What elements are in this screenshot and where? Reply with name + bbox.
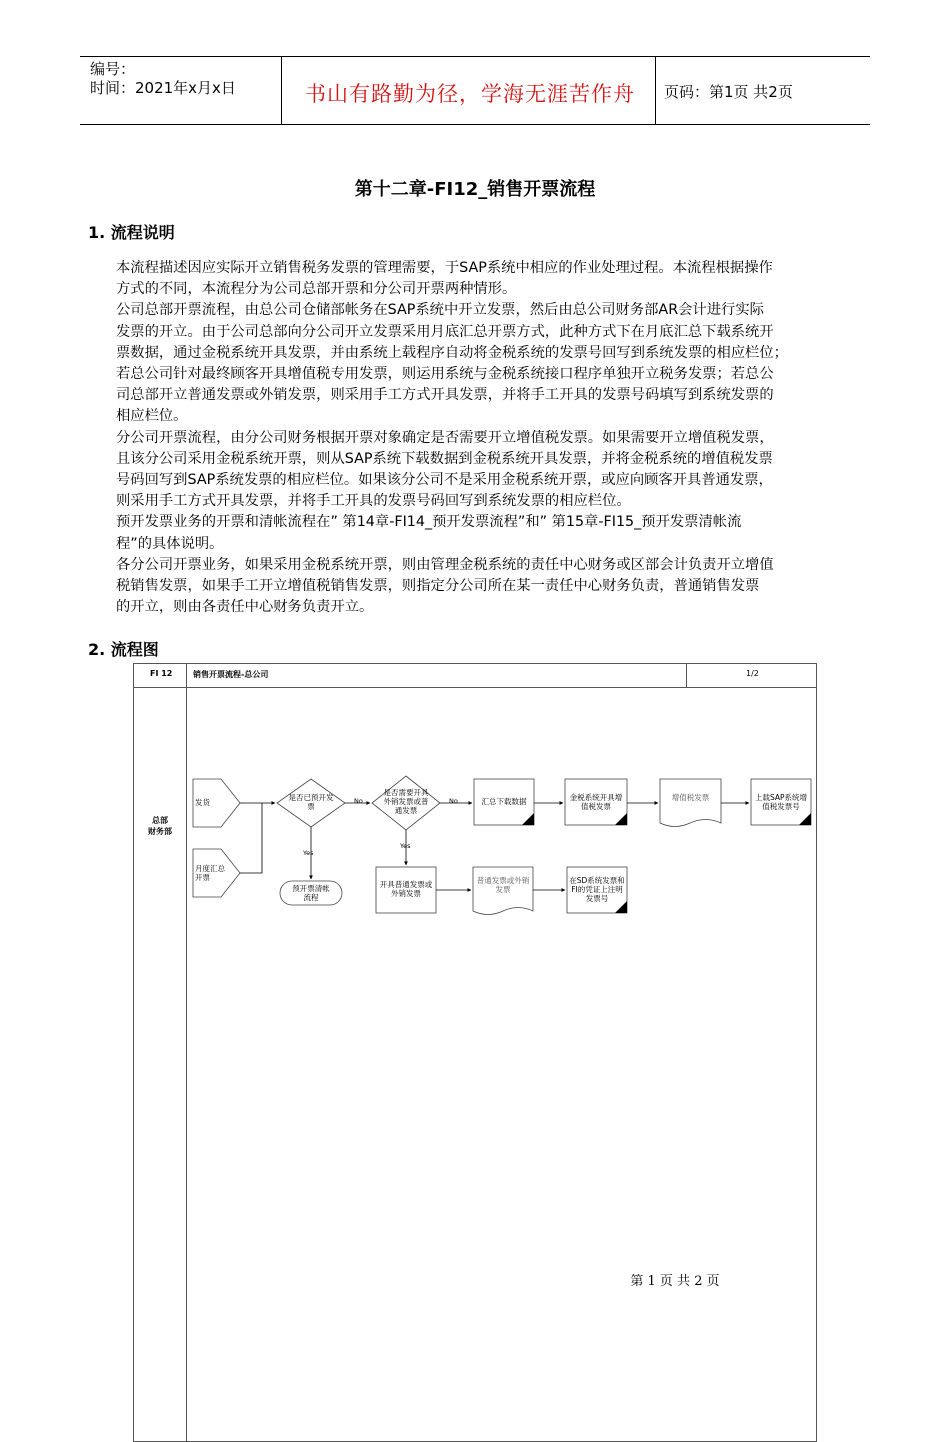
paragraph-line: 分公司开票流程，由分公司财务根据开票对象确定是否需要开立增值税发票。如果需要开立增值税发票， (116, 429, 774, 446)
section-heading-flowchart: 2. 流程图 (88, 640, 159, 659)
time-label: 时间：2021年x月x日 (90, 79, 236, 97)
paragraph-line: 且该分公司采用金税系统开票，则从SAP系统下载数据到金税系统开具发票，并将金税系统的增值税发票 (116, 450, 773, 467)
node-manual-invoice: 开具普通发票或外销发票 (379, 880, 433, 898)
node-normal-export-invoice: 普通发票或外销发票 (476, 876, 530, 894)
paragraph-line: 方式的不同，本流程分为公司总部开票和分公司开票两种情形。 (116, 281, 517, 298)
paragraph-line: 公司总部开票流程，由总公司仓储部帐务在SAP系统中开立发票，然后由总公司财务部AR会计进行实际 (116, 302, 764, 319)
paragraph-line: 预开发票业务的开票和清帐流程在” 第14章-FI14_预开发票流程”和” 第15章-FI15_预开发票清帐流 (116, 514, 742, 531)
edge-label-yes: Yes (303, 849, 314, 857)
paragraph-line: 各分公司开票业务，如果采用金税系统开票，则由管理金税系统的责任中心财务或区部会计负责开立增值 (116, 556, 774, 573)
paragraph-line: 则采用手工方式开具发票，并将手工开具的发票号码回写到系统发票的相应栏位。 (116, 493, 631, 510)
node-gold-tax-invoice: 金税系统开具增值税发票 (569, 793, 623, 811)
node-decision-normal-invoice: 是否需要开具外销发票或普通发票 (383, 788, 429, 815)
flowchart-page: 1/2 (746, 669, 759, 678)
vat-document-shape (660, 779, 721, 827)
edge-label-no: No (449, 797, 458, 805)
node-vat-invoice: 增值税发票 (671, 793, 710, 802)
node-monthly-summary: 月度汇总开票 (195, 864, 225, 882)
flowchart-title: 销售开票流程-总公司 (193, 670, 269, 679)
serial-label: 编号： (90, 60, 136, 78)
paragraph-line: 号码回写到SAP系统发票的相应栏位。如果该分公司不是采用金税系统开票，或应向顾客开具普通发票， (116, 472, 773, 489)
paragraph-line: 若总公司针对最终顾客开具增值税专用发票，则运用系统与金税系统接口程序单独开立税务发票；若总公 (116, 366, 774, 383)
swimlane-label-text: 总部 财务部 (148, 816, 172, 836)
paragraph-line: 发票的开立。由于公司总部向分公司开立发票采用月底汇总开票方式，此种方式下在月底汇总下载系统开 (116, 323, 774, 340)
paragraph-line: 司总部开立普通发票或外销发票，则采用手工方式开具发票，并将手工开具的发票号码填写到系统发票的 (116, 387, 774, 404)
node-download-data: 汇总下载数据 (481, 797, 527, 806)
edge-label-no: No (354, 797, 363, 805)
flowchart-code: FI 12 (150, 669, 173, 678)
paragraph-line: 本流程描述因应实际开立销售税务发票的管理需要，于SAP系统中相应的作业处理过程。本流程根据操作 (116, 260, 773, 276)
node-sd-fi-note: 在SD系统发票和FI的凭证上注明发票号 (569, 876, 625, 903)
paragraph-line: 税销售发票，如果手工开立增值税销售发票，则指定分公司所在某一责任中心财务负责，普通销售发票 (116, 578, 760, 595)
paragraph-line: 程”的具体说明。 (116, 535, 224, 552)
node-pre-invoice-clearing: 预开票清帐流程 (292, 884, 330, 902)
page-footer: 第 1 页 共 2 页 (630, 1274, 720, 1289)
paragraph-line: 相应栏位。 (116, 408, 188, 425)
edge-label-yes: Yes (400, 842, 411, 850)
node-decision-pre-invoice: 是否已预开发票 (288, 793, 334, 811)
paragraph-line: 票数据，通过金税系统开具发票，并由系统上载程序自动将金税系统的发票号回写到系统发票的相应栏位； (116, 344, 788, 361)
node-ship: 发货 (195, 798, 210, 807)
paragraph-line: 的开立，则由各责任中心财务负责开立。 (116, 599, 374, 616)
section-heading-process-description: 1. 流程说明 (88, 223, 175, 242)
document-title: 第十二章-FI12_销售开票流程 (354, 179, 596, 200)
node-upload-sap: 上载SAP系统增值税发票号 (754, 793, 808, 811)
header-motto: 书山有路勤为径，学海无涯苦作舟 (305, 82, 635, 106)
page-indicator: 页码：第1页 共2页 (664, 83, 793, 101)
